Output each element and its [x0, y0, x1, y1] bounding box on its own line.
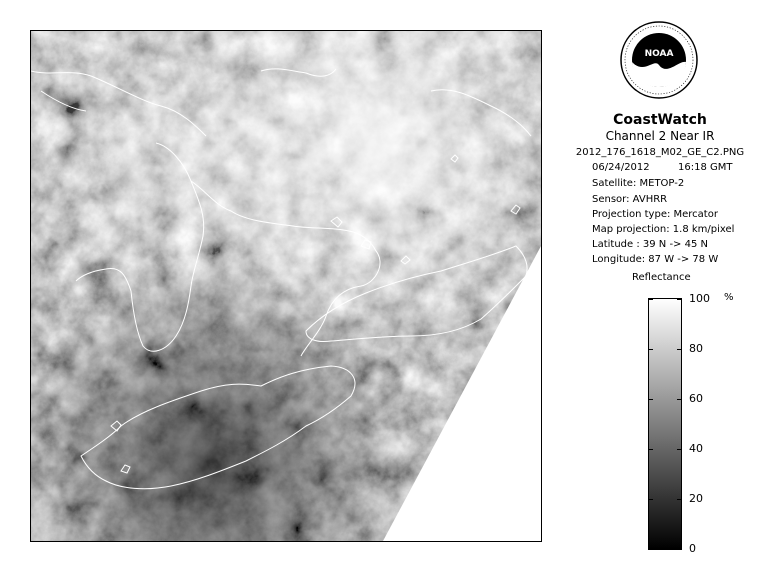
product-sensor: Sensor: AVHRR — [592, 194, 668, 205]
product-satellite: Satellite: METOP-2 — [592, 178, 685, 189]
colorbar-unit: % — [724, 292, 734, 303]
product-channel: Channel 2 Near IR — [605, 129, 715, 143]
noaa-logo — [619, 20, 699, 100]
colorbar-tick-right — [677, 349, 682, 350]
product-projection-type: Projection type: Mercator — [592, 209, 718, 220]
colorbar-tick-right — [677, 399, 682, 400]
colorbar-tick-right — [677, 299, 682, 300]
colorbar-tick-left — [648, 549, 653, 550]
colorbar-tick-left — [648, 349, 653, 350]
product-time: 16:18 GMT — [678, 162, 733, 173]
colorbar-tick-label: 20 — [689, 492, 703, 505]
colorbar-tick-left — [648, 499, 653, 500]
product-longitude: Longitude: 87 W -> 78 W — [592, 254, 719, 265]
colorbar-tick-label: 60 — [689, 392, 703, 405]
colorbar-tick-left — [648, 399, 653, 400]
colorbar-tick-left — [648, 299, 653, 300]
colorbar-tick-label: 80 — [689, 342, 703, 355]
product-title: CoastWatch — [613, 112, 707, 128]
product-filename: 2012_176_1618_M02_GE_C2.PNG — [575, 147, 745, 158]
colorbar-tick-right — [677, 499, 682, 500]
colorbar-tick-label: 0 — [689, 542, 696, 555]
product-date: 06/24/2012 — [592, 162, 650, 173]
satellite-image — [31, 31, 541, 541]
colorbar-tick-right — [677, 449, 682, 450]
colorbar-tick-label: 100 — [689, 292, 710, 305]
colorbar-title: Reflectance — [632, 272, 691, 283]
product-map-projection: Map projection: 1.8 km/pixel — [592, 224, 735, 235]
colorbar-tick-label: 40 — [689, 442, 703, 455]
colorbar-tick-right — [677, 549, 682, 550]
satellite-map — [30, 30, 542, 542]
noaa-logo-text: NOAA — [644, 49, 674, 59]
colorbar-tick-left — [648, 449, 653, 450]
reflectance-colorbar — [648, 298, 682, 550]
product-latitude: Latitude : 39 N -> 45 N — [592, 239, 708, 250]
